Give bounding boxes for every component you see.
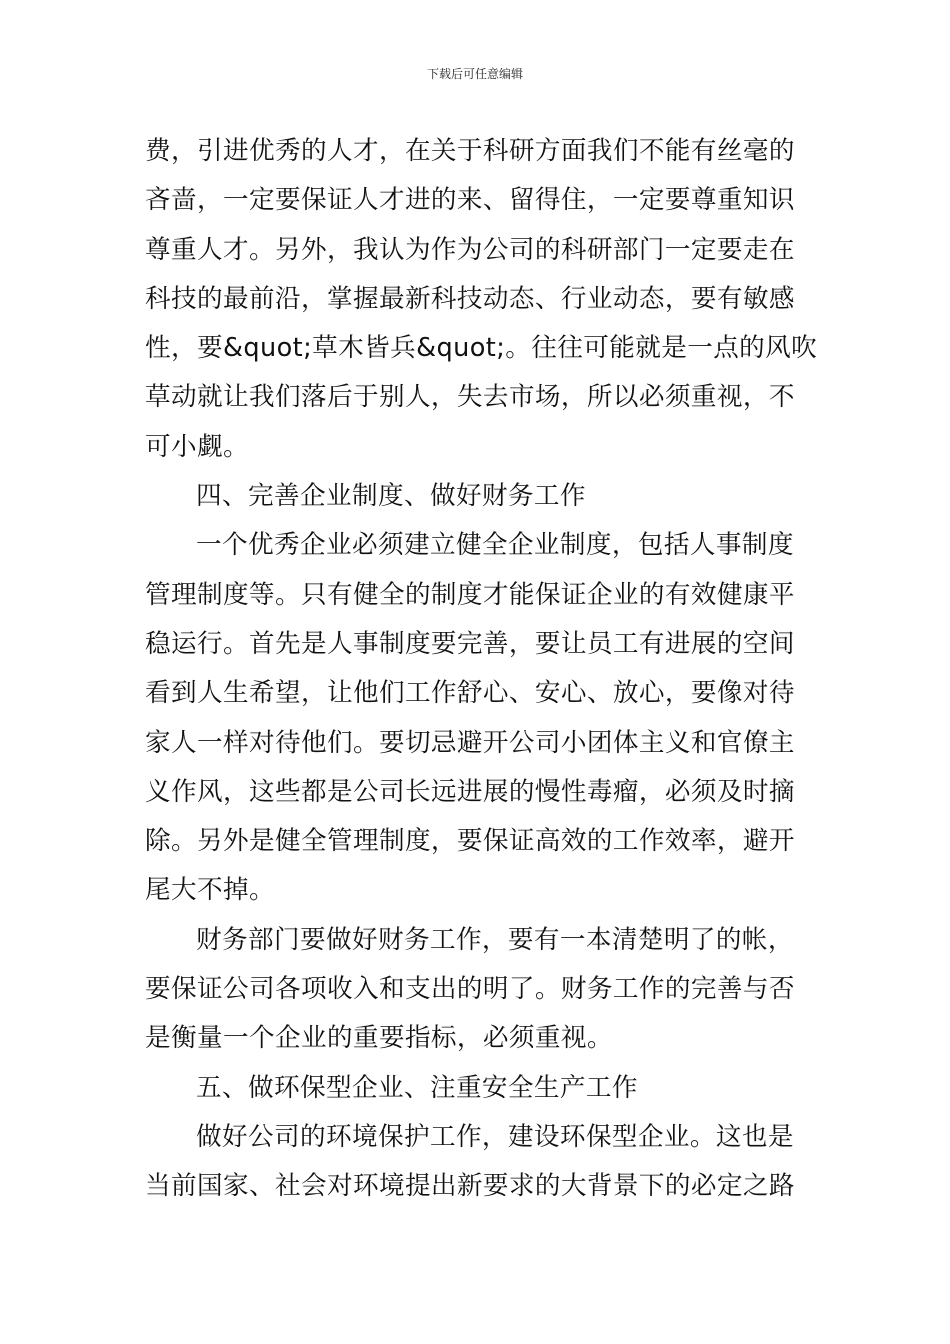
text-line: 义作风，这些都是公司长远进展的慢性毒瘤，必须及时摘 [145, 776, 795, 807]
text-line: 稳运行。首先是人事制度要完善，要让员工有进展的空间 [145, 628, 795, 659]
section-heading: 五、做环保型企业、注重安全生产工作 [196, 1072, 638, 1103]
text-line: 草动就让我们落后于别人，失去市场，所以必须重视，不 [145, 382, 795, 413]
text-line: 科技的最前沿，掌握最新科技动态、行业动态，要有敏感 [145, 283, 795, 314]
paragraph-first-line: 一个优秀企业必须建立健全企业制度，包括人事制度 [196, 530, 794, 561]
text-line: 管理制度等。只有健全的制度才能保证企业的有效健康平 [145, 579, 795, 610]
paragraph-first-line: 做好公司的环境保护工作，建设环保型企业。这也是 [196, 1121, 794, 1152]
text-line: 性，要&quot;草木皆兵&quot;。往往可能就是一点的风吹 [145, 333, 818, 364]
section-heading: 四、完善企业制度、做好财务工作 [196, 481, 586, 512]
body-text [145, 127, 825, 1212]
text-line: 尊重人才。另外，我认为作为公司的科研部门一定要走在 [145, 234, 795, 265]
text-line: 除。另外是健全管理制度，要保证高效的工作效率，避开 [145, 826, 795, 857]
text-line: 费，引进优秀的人才，在关于科研方面我们不能有丝毫的 [145, 136, 795, 166]
text-line: 尾大不掉。 [145, 875, 275, 906]
text-line: 是衡量一个企业的重要指标，必须重视。 [145, 1023, 613, 1054]
text-line: 吝啬，一定要保证人才进的来、留得住，一定要尊重知识 [145, 185, 795, 216]
text-line: 看到人生希望，让他们工作舒心、安心、放心，要像对待 [145, 678, 795, 709]
text-line: 家人一样对待他们。要切忌避开公司小团体主义和官僚主 [145, 727, 795, 758]
header-note: 下载后可任意编辑 [426, 67, 523, 81]
text-line: 当前国家、社会对环境提出新要求的大背景下的必定之路 [145, 1171, 795, 1202]
text-line: 要保证公司各项收入和支出的明了。财务工作的完善与否 [145, 974, 795, 1005]
paragraph-first-line: 财务部门要做好财务工作，要有一本清楚明了的帐， [196, 924, 794, 955]
text-line: 可小觑。 [145, 431, 249, 462]
